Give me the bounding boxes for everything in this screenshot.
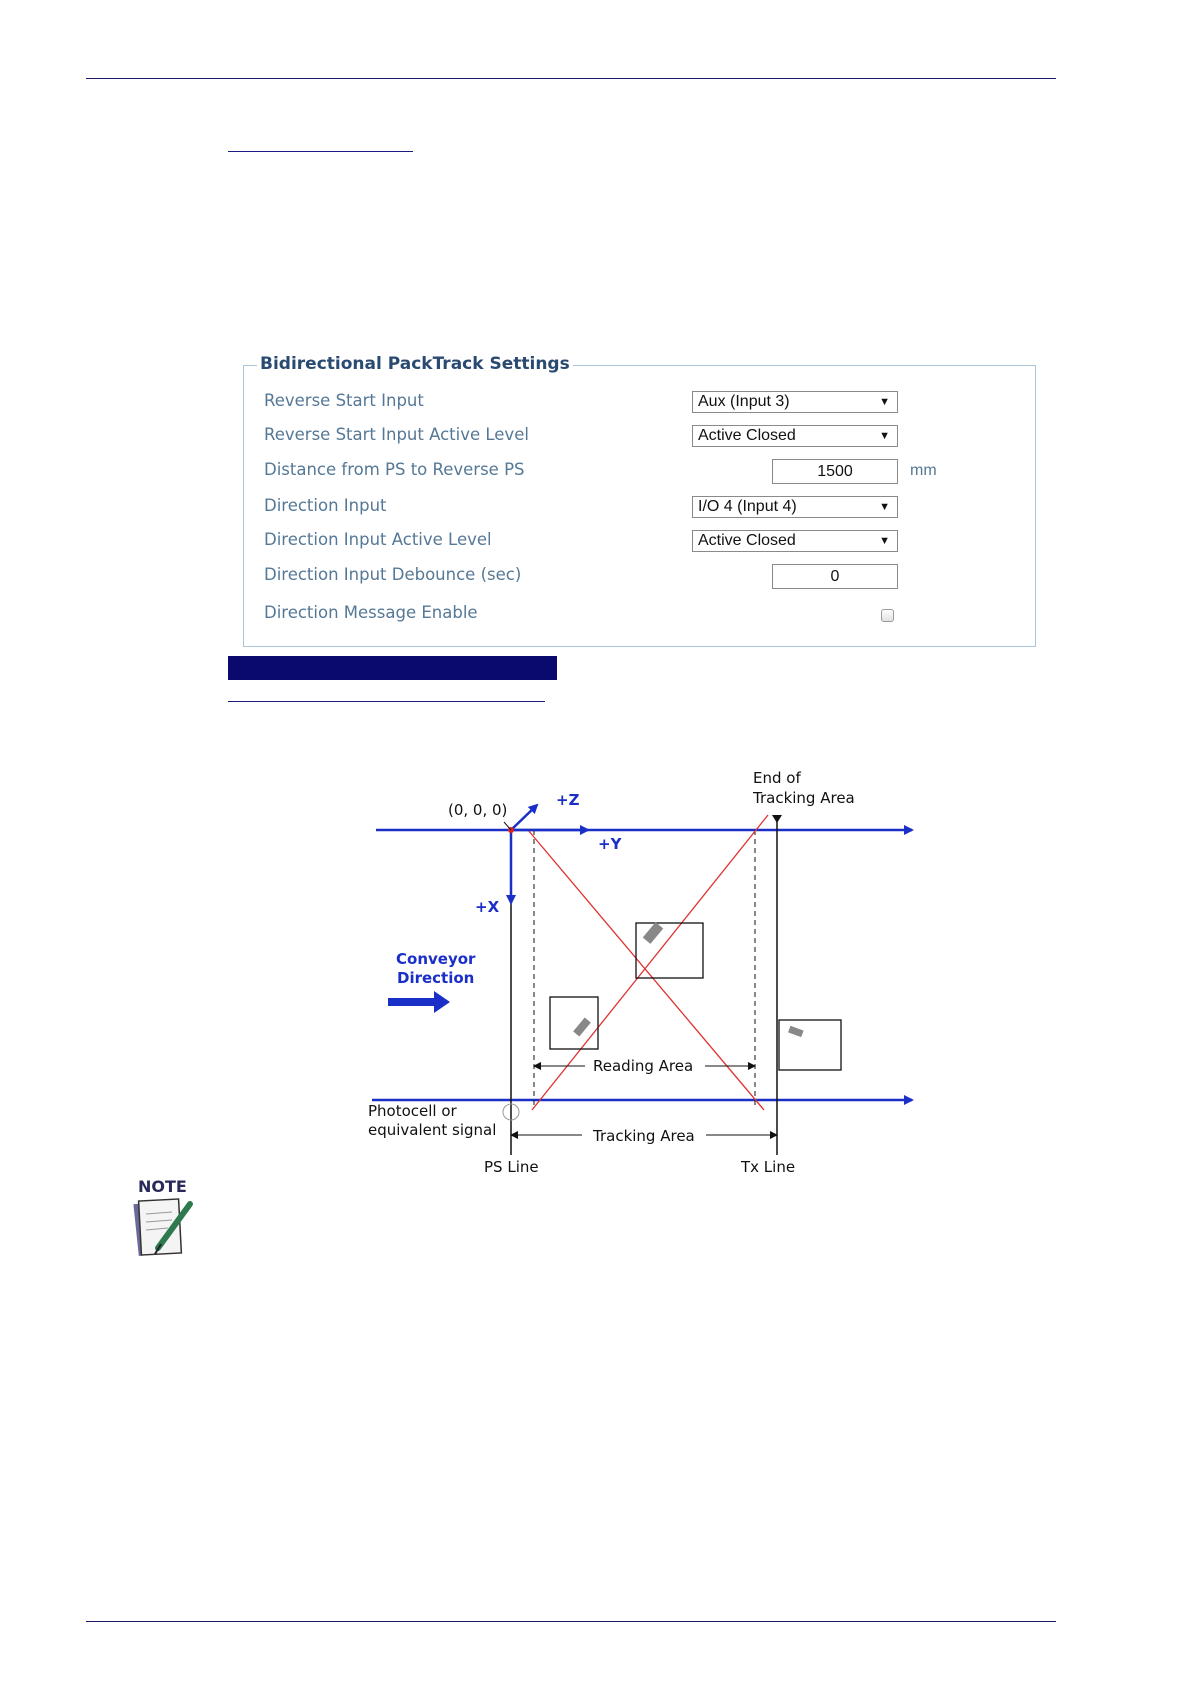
end-of-tracking-marker xyxy=(772,815,782,823)
label-direction-input: Direction Input xyxy=(264,496,387,515)
barcode-icon xyxy=(643,922,664,944)
tx-line-label: Tx Line xyxy=(741,1158,796,1175)
unit-mm: mm xyxy=(910,462,937,479)
select-value: Active Closed xyxy=(698,532,796,549)
ps-line-label: PS Line xyxy=(484,1158,539,1175)
checkbox-direction-message-enable[interactable] xyxy=(881,609,894,622)
axis-y-label: +Y xyxy=(598,835,622,853)
note-pencil-icon xyxy=(128,1176,198,1262)
select-reverse-start-active-level[interactable] xyxy=(692,425,898,447)
reading-area-label: Reading Area xyxy=(593,1057,694,1075)
label-reverse-start-active-level: Reverse Start Input Active Level xyxy=(264,425,529,444)
end-of-tracking-label-1: End of xyxy=(753,769,801,787)
section-link-underline[interactable] xyxy=(228,151,413,152)
input-direction-input-debounce[interactable]: 0 xyxy=(772,564,898,589)
package-3 xyxy=(779,1020,841,1070)
select-reverse-start-input[interactable] xyxy=(692,391,898,413)
axis-z-arrow xyxy=(511,805,537,830)
tracking-area-label: Tracking Area xyxy=(593,1127,695,1145)
axis-x-label: +X xyxy=(475,898,500,916)
select-value: Aux (Input 3) xyxy=(698,393,790,410)
conveyor-direction-arrow-icon xyxy=(388,991,450,1013)
barcode-icon xyxy=(788,1026,804,1037)
caption-link-underline[interactable] xyxy=(228,701,545,702)
bidirectional-packtrack-settings-panel xyxy=(243,354,1036,647)
tracking-area-diagram xyxy=(360,765,920,1175)
select-direction-input[interactable] xyxy=(692,496,898,518)
dropdown-arrow-icon: ▼ xyxy=(879,396,890,408)
caption-bar xyxy=(228,656,557,680)
dropdown-arrow-icon: ▼ xyxy=(879,535,890,547)
axis-z-label: +Z xyxy=(556,791,580,809)
footer-rule xyxy=(86,1621,1056,1622)
origin-label: (0, 0, 0) xyxy=(448,801,508,819)
photocell-label-2: equivalent signal xyxy=(368,1121,497,1139)
package-1 xyxy=(550,997,598,1049)
dropdown-arrow-icon: ▼ xyxy=(879,430,890,442)
label-direction-input-active-level: Direction Input Active Level xyxy=(264,530,492,549)
input-distance-ps-reverse-ps[interactable]: 1500 xyxy=(772,459,898,484)
header-rule xyxy=(86,78,1056,79)
dropdown-arrow-icon: ▼ xyxy=(879,501,890,513)
label-distance-ps-reverse-ps: Distance from PS to Reverse PS xyxy=(264,460,525,479)
end-of-tracking-label-2: Tracking Area xyxy=(753,789,855,807)
select-direction-input-active-level[interactable] xyxy=(692,530,898,552)
barcode-icon xyxy=(573,1018,591,1037)
photocell-label-1: Photocell or xyxy=(368,1102,457,1120)
label-direction-input-debounce: Direction Input Debounce (sec) xyxy=(264,565,522,584)
panel-title: Bidirectional PackTrack Settings xyxy=(257,354,573,374)
conveyor-direction-label-1: Conveyor xyxy=(396,950,476,968)
conveyor-direction-label-2: Direction xyxy=(397,969,475,987)
label-direction-message-enable: Direction Message Enable xyxy=(264,603,478,622)
select-value: I/O 4 (Input 4) xyxy=(698,498,797,515)
label-reverse-start-input: Reverse Start Input xyxy=(264,391,424,410)
select-value: Active Closed xyxy=(698,427,796,444)
note-label: NOTE xyxy=(138,1177,187,1196)
